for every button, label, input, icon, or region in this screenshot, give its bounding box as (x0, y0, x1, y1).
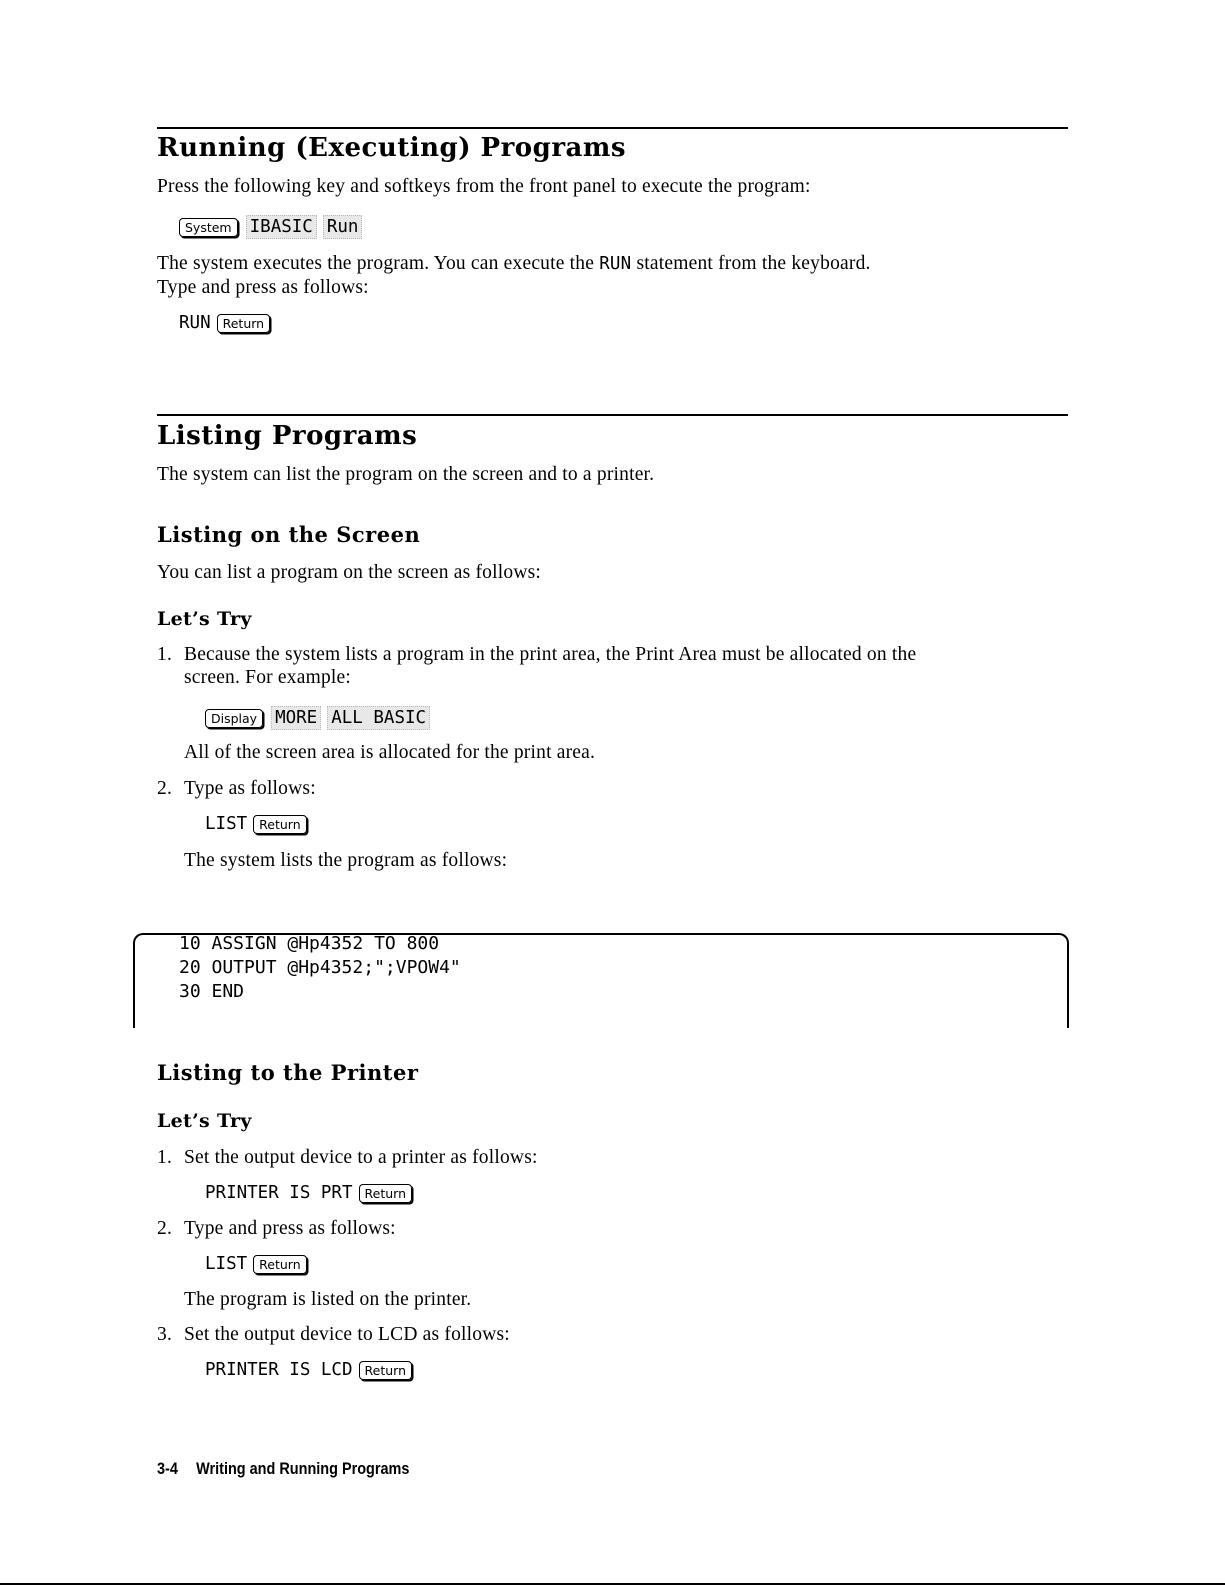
return-key: Return (359, 1361, 412, 1380)
system-key: System (179, 218, 238, 237)
command-line (205, 1254, 315, 1274)
lets-try-heading: Let’s Try (157, 608, 252, 630)
step-text: screen. For example: (184, 667, 351, 688)
step-note: All of the screen area is allocated for the print area. (184, 742, 596, 763)
step-number: 2. (157, 1218, 173, 1239)
section-rule (157, 414, 1068, 416)
section-rule (157, 127, 1068, 129)
command-text: PRINTER IS LCD (205, 1360, 353, 1380)
step-text: Set the output device to a printer as follows: (184, 1147, 538, 1168)
display-key: Display (205, 709, 263, 728)
step-text: Set the output device to LCD as follows: (184, 1324, 510, 1345)
return-key: Return (253, 1255, 306, 1274)
step-note: The system lists the program as follows: (184, 850, 508, 871)
code-line: 30 END (179, 981, 245, 1002)
subsection-title-printer: Listing to the Printer (157, 1060, 419, 1085)
paragraph (157, 253, 871, 275)
command-line (205, 1360, 420, 1380)
inline-code: RUN (599, 254, 632, 274)
command-text: PRINTER IS PRT (205, 1183, 353, 1203)
chapter-title: Writing and Running Programs (196, 1459, 410, 1478)
return-key: Return (359, 1184, 412, 1203)
section-title-running: Running (Executing) Programs (157, 133, 627, 163)
paragraph: Type and press as follows: (157, 277, 369, 298)
lets-try-heading: Let’s Try (157, 1110, 252, 1132)
step-note: The program is listed on the printer. (184, 1289, 472, 1310)
command-text: RUN (179, 313, 211, 333)
page-footer (157, 1459, 409, 1479)
step-number: 2. (157, 778, 173, 799)
paragraph: You can list a program on the screen as follows: (157, 562, 542, 583)
command-text: LIST (205, 1254, 248, 1274)
command-line (179, 313, 278, 333)
step-text: Because the system lists a program in the print area, the Print Area must be allocated on the (184, 644, 917, 665)
run-softkey: Run (323, 215, 363, 239)
key-sequence (179, 215, 368, 239)
step-text: Type and press as follows: (184, 1218, 396, 1239)
step-number: 3. (157, 1324, 173, 1345)
command-line (205, 1183, 420, 1203)
code-line: 10 ASSIGN @Hp4352 TO 800 (179, 933, 440, 954)
key-sequence (205, 706, 436, 730)
step-number: 1. (157, 1147, 173, 1168)
paragraph: Press the following key and softkeys from the front panel to execute the program: (157, 176, 811, 197)
command-text: LIST (205, 814, 248, 834)
page-number: 3-4 (157, 1459, 178, 1478)
command-line (205, 814, 315, 834)
return-key: Return (253, 815, 306, 834)
subsection-title-screen: Listing on the Screen (157, 522, 421, 547)
step-number: 1. (157, 644, 173, 665)
return-key: Return (217, 314, 270, 333)
code-line: 20 OUTPUT @Hp4352;";VPOW4" (179, 957, 461, 978)
ibasic-softkey: IBASIC (246, 215, 317, 239)
more-softkey: MORE (271, 706, 321, 730)
step-text: Type as follows: (184, 778, 316, 799)
section-title-listing: Listing Programs (157, 421, 418, 451)
text: The system executes the program. You can execute the (157, 253, 595, 274)
all-basic-softkey: ALL BASIC (327, 706, 430, 730)
paragraph: The system can list the program on the screen and to a printer. (157, 464, 655, 485)
text: statement from the keyboard. (636, 253, 871, 274)
